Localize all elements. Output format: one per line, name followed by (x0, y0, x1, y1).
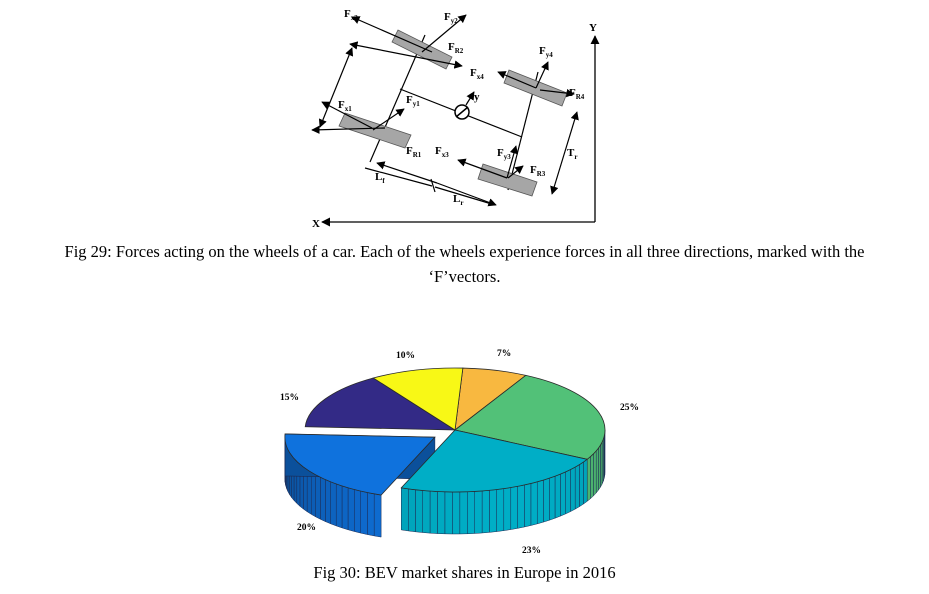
pie-side-segment (475, 491, 482, 533)
pie-side-segment (336, 484, 342, 528)
pie-side-segment (584, 459, 588, 504)
fx2-label: $F_{x2}$ (344, 8, 358, 22)
pie-side-segment (560, 472, 565, 516)
pie-side-segment (531, 482, 537, 526)
fy2-label: $F_{y2}$ (444, 11, 458, 25)
pie-side-segment (445, 492, 452, 534)
pie-side-segment (579, 462, 583, 507)
pie-side-segment (575, 465, 579, 510)
pie-side-segment (401, 488, 408, 531)
pie-side-segment (543, 478, 549, 522)
pie-side-segment (374, 494, 381, 537)
pie-side-segment (599, 445, 601, 490)
pie-side-segment (342, 486, 348, 530)
pie-side-segment (596, 448, 598, 493)
pie-side-segment (361, 491, 368, 534)
fr3-label: $F_{R3}$ (530, 164, 546, 178)
pie-side-segment (587, 457, 590, 502)
pie-side-segment (348, 488, 354, 532)
pie-side-segment (354, 489, 360, 533)
pie-side-segment (504, 488, 511, 531)
pie-side-segment (555, 474, 560, 518)
pie-side-segment (423, 491, 430, 534)
pie-side-segment (325, 480, 330, 524)
pie-side-segment (437, 492, 444, 534)
pie-tops (285, 368, 605, 495)
pie-side-segment (320, 477, 325, 521)
wheel-rear-left (478, 164, 537, 196)
pie-side-segment (571, 467, 576, 511)
pie-side-segment (518, 485, 525, 528)
fx3-label: $F_{x3}$ (435, 145, 449, 159)
pie-side-segment (430, 491, 437, 533)
pie-side-segment (537, 480, 543, 524)
pie-slice-label: 25% (620, 403, 639, 413)
lr-dimension (437, 183, 496, 205)
pie-side-segment (367, 493, 374, 536)
pie-slice-label: 23% (522, 546, 541, 556)
fy4-label: $F_{y4}$ (539, 45, 553, 59)
fy1-vector (373, 109, 404, 130)
pie-side-segment (549, 476, 555, 520)
fx4-label: $F_{x4}$ (470, 67, 484, 81)
bev-market-share-pie-chart (0, 330, 929, 560)
pie-slice-label: 15% (280, 393, 299, 403)
vehicle-force-diagram (0, 0, 929, 240)
fr4-label: $F_{R4}$ (569, 87, 585, 101)
fr2-label: $F_{R2}$ (448, 41, 464, 55)
lf-label: $L_f$ (375, 171, 385, 185)
axis-x-label: X (312, 218, 320, 230)
figure-30-caption: Fig 30: BEV market shares in Europe in 2016 (313, 563, 616, 582)
fx1-label: $F_{x1}$ (338, 99, 352, 113)
figure-29-caption-line-1: Fig 29: Forces acting on the wheels of a car. Each of the wheels experience forces in all three directions, marked with the (64, 242, 865, 261)
center-of-gravity-symbol (455, 92, 474, 119)
pie-side-segment (316, 475, 321, 519)
fr1-label: $F_{R1}$ (406, 145, 422, 159)
pie-side-segment (524, 483, 531, 526)
lr-label: $L_r$ (453, 193, 464, 207)
pie-side-segment (331, 482, 337, 526)
pie-slice-label: 20% (297, 523, 316, 533)
pie-side-segment (497, 489, 504, 532)
center-y-label: y (474, 91, 480, 103)
wheel-front-left (339, 113, 411, 148)
pie-side-segment (452, 492, 459, 534)
pie-side-segment (467, 491, 474, 533)
pie-slice-label: 7% (497, 349, 512, 359)
fy1-label: $F_{y1}$ (406, 94, 420, 108)
lf-dimension (377, 163, 437, 183)
pie-side-segment (460, 492, 467, 534)
pie-side-segment (482, 490, 489, 533)
fy3-label: $F_{y3}$ (497, 147, 511, 161)
tr-label: $T_r$ (567, 147, 578, 161)
figure-29-caption-line-2: ‘F’vectors. (428, 267, 501, 286)
axis-y-label: Y (589, 22, 597, 34)
pie-side-segment (408, 489, 415, 532)
pie-side-segment (415, 490, 422, 533)
wheel-front-right (392, 30, 452, 69)
pie-side-segment (594, 451, 597, 496)
pie-side-segment (566, 470, 571, 514)
pie-slice-label: 10% (396, 351, 415, 361)
pie-side-segment (591, 454, 594, 499)
pie-side-segment (489, 490, 496, 533)
pie-side-segment (511, 486, 518, 529)
pie-side-segment (311, 472, 315, 517)
